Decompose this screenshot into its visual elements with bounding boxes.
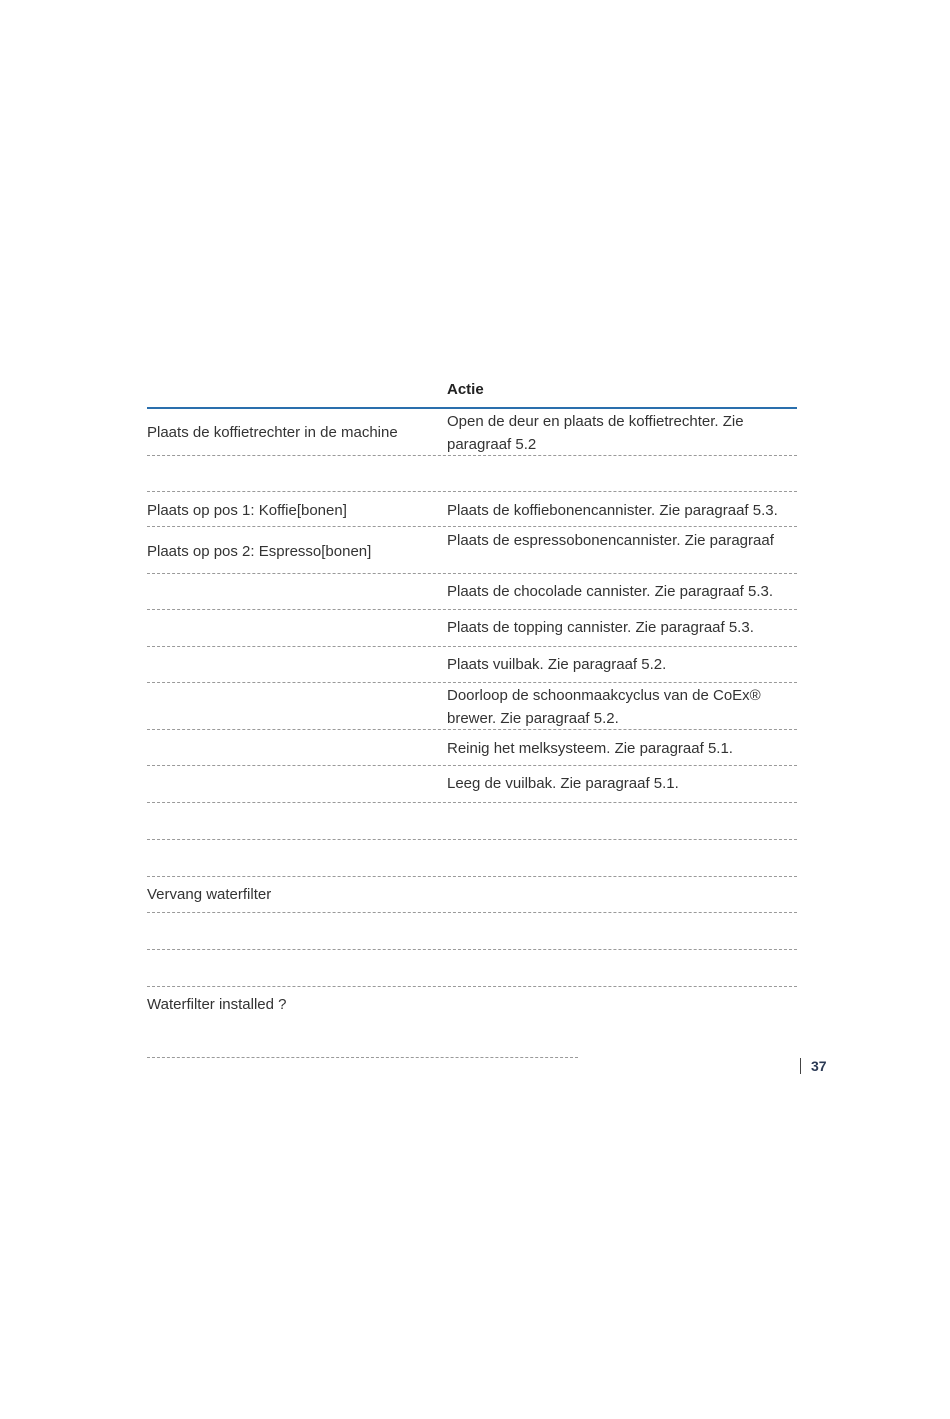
table-row [147, 492, 797, 527]
page-divider [800, 1058, 801, 1074]
row-message: Waterfilter installed ? [147, 996, 287, 1013]
table-row [147, 987, 797, 1023]
row-action: Plaats de espressobonencannister. Zie paragraaf [447, 532, 774, 549]
table-row [147, 840, 797, 877]
table-row [147, 730, 797, 766]
row-action: Open de deur en plaats de koffietrechter. Zie paragraaf 5.2 [447, 413, 744, 453]
page-footer [800, 1056, 827, 1076]
table-row [147, 913, 797, 950]
table-header [147, 372, 797, 409]
page-number: 37 [811, 1058, 827, 1074]
row-message: Plaats op pos 1: Koffie[bonen] [147, 502, 347, 519]
row-action: Plaats de chocolade cannister. Zie paragraaf 5.3. [447, 583, 774, 600]
table-row [147, 877, 797, 913]
table-row [147, 766, 797, 803]
row-message: Vervang waterfilter [147, 886, 272, 903]
table-row [147, 456, 797, 492]
header-actie: Actie [447, 381, 484, 398]
table-row [147, 610, 797, 647]
action-table [147, 372, 797, 1023]
row-action: Reinig het melksysteem. Zie paragraaf 5.1. [447, 740, 733, 757]
row-message: Plaats op pos 2: Espresso[bonen] [147, 543, 372, 560]
table-row [147, 803, 797, 840]
row-action: Plaats de koffiebonencannister. Zie paragraaf 5.3. [447, 502, 778, 519]
table-row [147, 683, 797, 730]
table-bottom-divider [147, 1057, 578, 1058]
row-message: Plaats de koffietrechter in de machine [147, 424, 398, 441]
table-row [147, 409, 797, 456]
table-row [147, 527, 797, 574]
table-row [147, 950, 797, 987]
row-action: Doorloop de schoonmaakcyclus van de CoEx® brewer. Zie paragraaf 5.2. [447, 687, 761, 727]
table-row [147, 574, 797, 610]
row-action: Plaats vuilbak. Zie paragraaf 5.2. [447, 656, 667, 673]
row-action: Plaats de topping cannister. Zie paragraaf 5.3. [447, 619, 754, 636]
table-row [147, 647, 797, 683]
row-action: Leeg de vuilbak. Zie paragraaf 5.1. [447, 775, 679, 792]
